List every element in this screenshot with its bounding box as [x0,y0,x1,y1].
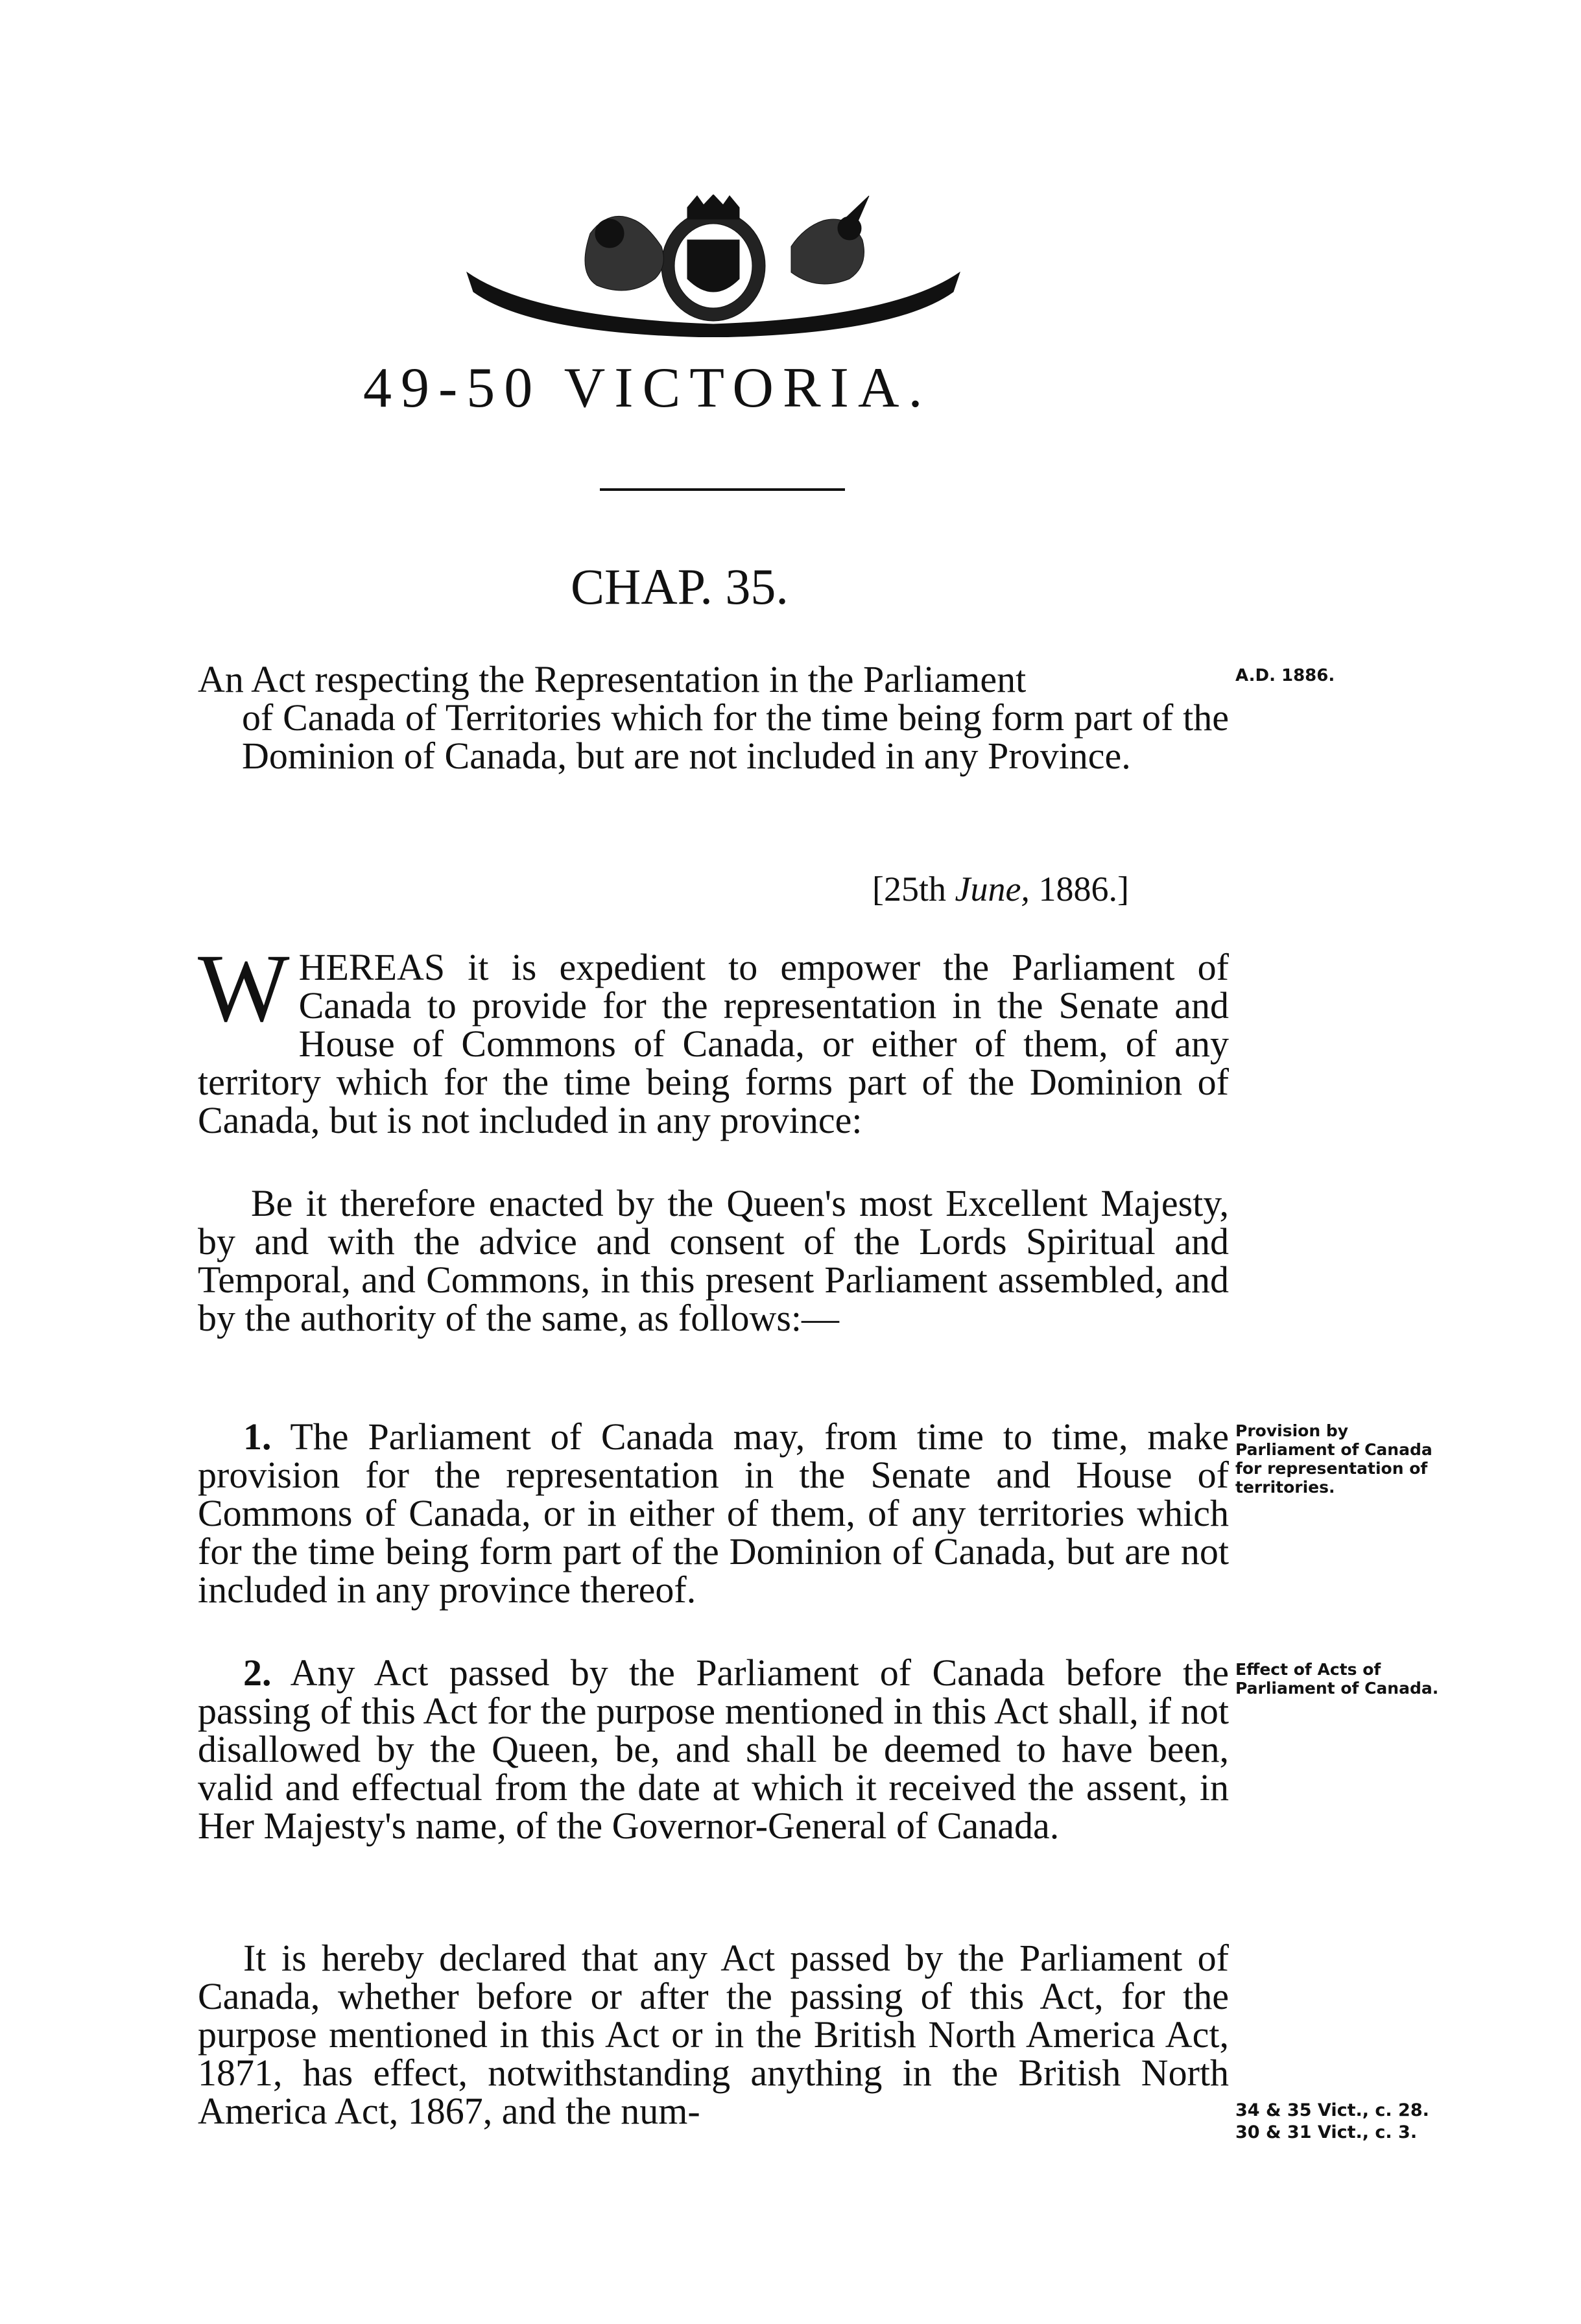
preamble-text: HEREAS it is expedient to empower the Parliament of Canada to provide for the representation in the Senate and House of Commons of Canada, or either of them, of any territory which for the time being forms part of the Dominion of Canada, but is not included in any province: [198,946,1229,1141]
long-title [198,660,1229,775]
page-title: 49-50 VICTORIA. [363,357,932,420]
assent-date [872,869,1129,909]
title-divider [600,488,845,491]
long-title-rest: of Canada of Territories which for the time being form part of the Dominion of Canada, but are not included in any Province. [242,696,1229,777]
section-text: Any Act passed by the Parliament of Canada before the passing of this Act for the purpose mentioned in this Act shall, if not disallowed by the Queen, be, and shall be deemed to have been, valid and effectual from the date at which it received the assent, in Her Majesty's name, of the Governor-General of Canada. [198,1652,1229,1847]
drop-cap: W [198,934,290,1042]
section-2 [198,1654,1229,1845]
assent-day: [25th [872,870,946,908]
assent-month: June, [955,870,1030,908]
enacting-clause [198,1184,1229,1337]
long-title-first-line: An Act respecting the Representation in the Parliament [198,658,1027,700]
preamble [198,934,1229,1141]
marginal-note-statutes: 34 & 35 Vict., c. 28. 30 & 31 Vict., c. 3. [1235,2100,1429,2142]
section-text: The Parliament of Canada may, from time to time, make provision for the representation in the Senate and House of Commons of Canada, or in either of them, of any territories which for the time being form part of the Dominion of Canada, but are not included in any province thereof. [198,1416,1229,1611]
section-number: 2. [243,1652,272,1694]
enacting-clause-text: Be it therefore enacted by the Queen's most Excellent Majesty, by and with the advice and consent of the Lords Spiritual and Temporal, and Commons, in this present Parliament assembled, and by the authority of the same, as follows:— [198,1182,1229,1339]
section-1 [198,1417,1229,1609]
declaration-text: It is hereby declared that any Act passed by the Parliament of Canada, whether before or after the passing of this Act, for the purpose mentioned in this Act or in the British North America Act, 1871, has effect, notwithstanding anything in the British North America Act, 1867, and the num- [198,1937,1229,2132]
margin-note-year: A.D. 1886. [1235,666,1335,685]
assent-year: 1886.] [1038,870,1129,908]
marginal-note-provision: Provision by Parliament of Canada for representation of territories. [1235,1421,1432,1497]
royal-coat-of-arms-icon [454,195,973,337]
declaration-paragraph [198,1939,1229,2130]
section-number: 1. [243,1416,272,1458]
marginal-note-effect: Effect of Acts of Parliament of Canada. [1235,1660,1439,1698]
chapter-heading: CHAP. 35. [571,558,789,615]
